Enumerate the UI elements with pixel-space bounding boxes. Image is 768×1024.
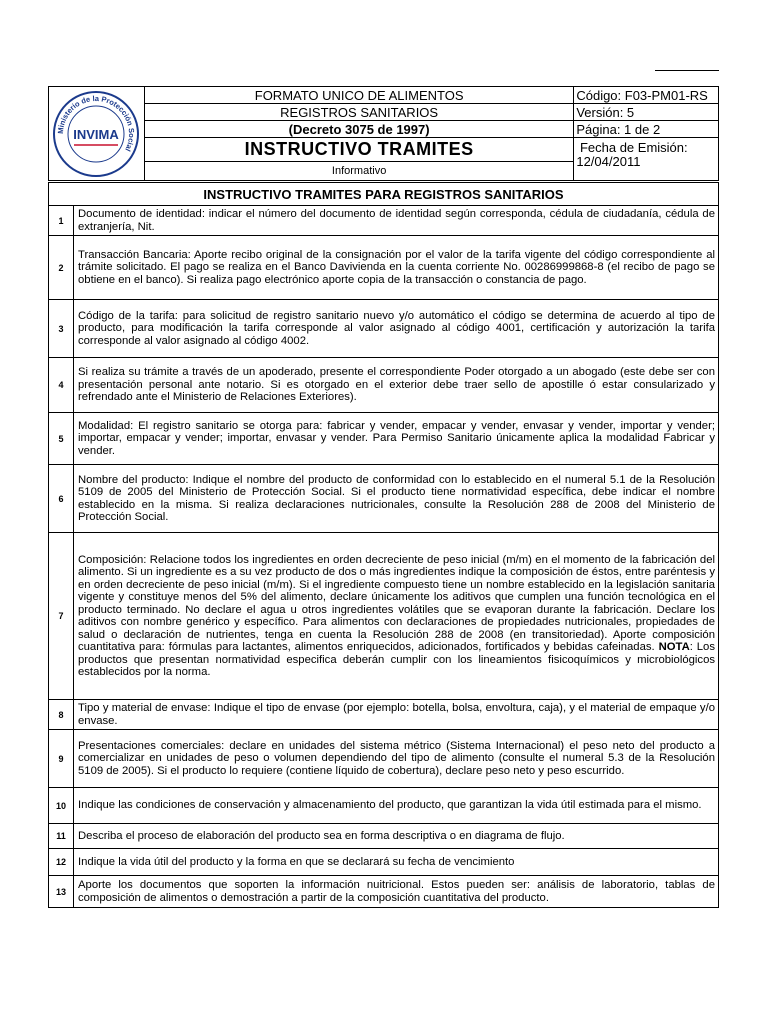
doc-page: Página: 1 de 2 [574,121,719,138]
item-number: 9 [49,730,74,788]
section-title: INSTRUCTIVO TRAMITES PARA REGISTROS SANITARIOS [49,183,719,206]
item-number: 12 [49,849,74,876]
doc-type: Informativo [144,162,573,181]
item-number: 4 [49,358,74,413]
item-text: Si realiza su trámite a través de un apoderado, presente el correspondiente Poder otorgado a un abogado (este debe ser con presentación personal ante notario. Si es otorgado en el exterior debe traer sello de apostille ó estar consularizado y refrendado ante el Ministerio de Relaciones Exteriores). [74,358,719,413]
doc-title: INSTRUCTIVO TRAMITES [144,138,573,162]
item-number: 10 [49,788,74,824]
item-text-part: : Los productos que presentan normatividad especifica deberán cumplir con los lineamientos fisicoquímicos y microbiológicos establecidos por la norma. [78,641,715,678]
note-label: NOTA [658,641,690,653]
logo-brand-text: INVIMA [73,126,120,142]
issue-date-label: Fecha de Emisión: [576,140,688,155]
item-number: 5 [49,413,74,465]
item-number: 1 [49,206,74,236]
instructions-table [48,182,719,908]
item-text: Nombre del producto: Indique el nombre del producto de conformidad con lo establecido en el numeral 5.1 de la Resolución 5109 de 2005 del Ministerio de Protección Social. Si el producto tiene normatividad específica, debe indicar el nombre establecido en la misma. Si realiza declaraciones nutricionales, consulte la Resolución 288 de 2008 del Ministerio de Protección Social. [74,465,719,533]
item-number: 3 [49,300,74,358]
item-text-part: Composición: Relacione todos los ingredientes en orden decreciente de peso inicial (m/m) en el momento de la fabricación del alimento. Si un ingrediente es a su vez producto de dos o más ingredientes indique la composición de éstos, entre paréntesis y en orden decreciente de peso inicial (m/m). Si el ingrediente compuesto tiene un nombre establecido en la legislación sanitaria vigente y constituye menos del 5% del alimento, declare únicamente los aditivos que cumplen una función tecnológica en el producto terminado. No declare el agua u otros ingredientes volátiles que se evaporan durante la fabricación. Declare los aditivos con nombre genérico y específico. Para alimentos con declaraciones de propiedades nutricionales, propiedades de salud o declaración de nutrientes, tenga en cuenta la Resolución 288 de 2008 (en transitoriedad). Aporte composición cuantitativa para: fórmulas para lactantes, alimentos enriquecidos, adicionados, fortificados y bebidas cafeinadas. [78,553,715,653]
logo-cell [49,87,145,181]
item-number: 6 [49,465,74,533]
logo-ring-text: Ministerio de la Protección Social [56,93,137,153]
item-text: Indique la vida útil del producto y la forma en que se declarará su fecha de vencimiento [74,849,719,876]
item-text [74,533,719,700]
doc-code: Código: F03-PM01-RS [574,87,719,104]
item-text: Transacción Bancaria: Aporte recibo original de la consignación por el valor de la tarifa vigente del código correspondiente al trámite solicitado. El pago se realiza en el Banco Davivienda en la cuenta corriente No. 00286999868-8 (el recibo de pago se obtiene en el banco). Si realiza pago electrónico aporte copia de la transacción o constancia de pago. [74,236,719,300]
decree-text: (Decreto 3075 de 1997) [144,121,573,138]
issue-date-value: 12/04/2011 [576,154,641,169]
format-title: FORMATO UNICO DE ALIMENTOS [144,87,573,104]
item-text: Tipo y material de envase: Indique el tipo de envase (por ejemplo: botella, bolsa, envoltura, caja), y el material de empaque y/o envase. [74,700,719,730]
item-number: 11 [49,824,74,849]
issue-date-cell [574,138,719,181]
item-number: 8 [49,700,74,730]
invima-logo [52,90,140,178]
item-text: Presentaciones comerciales: declare en unidades del sistema métrico (Sistema Internacional) el peso neto del producto a comercializar en unidades de peso o volumen dependiendo del tipo de alimento (consulte el numeral 5.3 de la Resolución 5109 de 2005). Si el producto lo requiere (contiene líquido de cobertura), declare peso neto y peso escurrido. [74,730,719,788]
item-number: 2 [49,236,74,300]
doc-version: Versión: 5 [574,104,719,121]
item-text: Documento de identidad: indicar el número del documento de identidad según corresponda, cédula de ciudadanía, cédula de extranjería, Nit. [74,206,719,236]
top-rule [655,70,719,71]
item-text: Modalidad: El registro sanitario se otorga para: fabricar y vender, empacar y vender, envasar y vender, importar y vender; importar, empacar y vender; importar, envasar y vender. Para Permiso Sanitario únicamente aplica la modalidad Fabricar y vender. [74,413,719,465]
format-subtitle: REGISTROS SANITARIOS [144,104,573,121]
item-number: 13 [49,876,74,908]
item-text: Indique las condiciones de conservación y almacenamiento del producto, que garantizan la vida útil estimada para el mismo. [74,788,719,824]
item-number: 7 [49,533,74,700]
item-text: Describa el proceso de elaboración del producto sea en forma descriptiva o en diagrama de flujo. [74,824,719,849]
item-text: Aporte los documentos que soporten la información nuitricional. Estos pueden ser: análisis de laboratorio, tablas de composición de alimentos o demostración a partir de la composición cuantitativa del producto. [74,876,719,908]
item-text: Código de la tarifa: para solicitud de registro sanitario nuevo y/o automático el código se determina de acuerdo al tipo de producto, para modificación la tarifa corresponde al valor asignado al código 4001, certificación y autorización la tarifa corresponde al valor asignado al código 4002. [74,300,719,358]
header-table [48,86,719,181]
